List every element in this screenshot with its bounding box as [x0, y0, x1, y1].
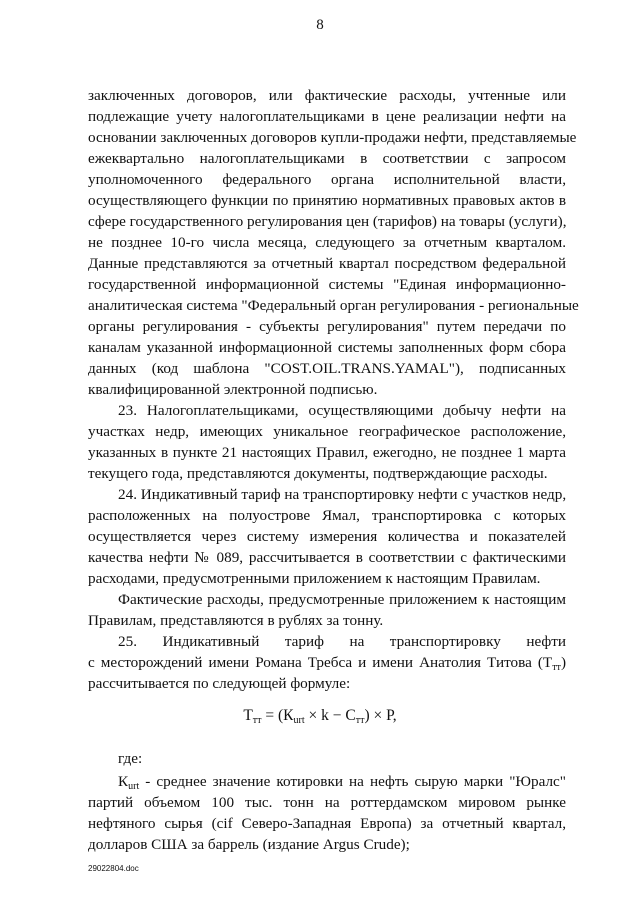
- text-line: данных (код шаблона "COST.OIL.TRANS.YAMAL"), подписанных: [88, 360, 566, 377]
- text-line: Правилам, представляются в рублях за тонну.: [88, 612, 384, 629]
- paragraph-start: Фактические расходы, предусмотренные приложением к настоящим: [118, 591, 566, 608]
- definition-line: долларов США за баррель (издание Argus Crude);: [88, 836, 410, 853]
- text-line: квалифицированной электронной подписью.: [88, 381, 378, 398]
- page-number: 8: [316, 17, 324, 33]
- text-line: участках недр, имеющих уникальное географическое расположение,: [88, 423, 566, 440]
- paragraph-23-start: 23. Налогоплательщиками, осуществляющими добычу нефти на: [118, 402, 566, 419]
- text-line: рассчитывается по следующей формуле:: [88, 675, 351, 692]
- text-line: государственной информационной системы "Единая информационно-: [88, 276, 566, 293]
- formula: $Т_{тт} = (К_{urt} \times k - С_{тт}) \times Р$,: [243, 707, 397, 726]
- definition-line: $К_{urt}$ - среднее значение котировки на нефть сырую марки "Юралс": [118, 773, 566, 792]
- text-line: расположенных на полуострове Ямал, транспортировка с которых: [88, 507, 566, 524]
- footer-code: 29022804.doc: [88, 864, 139, 873]
- text-line: осуществляющего функции по принятию нормативных правовых актов в: [88, 192, 566, 209]
- text-line: аналитическая система "Федеральный орган регулирования - региональные: [88, 297, 579, 314]
- text-line: основании заключенных договоров купли-продажи нефти, представляемые: [88, 129, 577, 146]
- text-line: расходами, предусмотренными приложением к настоящим Правилам.: [88, 570, 541, 587]
- paragraph-25-start: 25. Индикативный тариф на транспортировку нефти: [118, 633, 566, 650]
- text-line: не позднее 10-го числа месяца, следующего за отчетным кварталом.: [88, 234, 566, 251]
- text-line: сфере государственного регулирования цен (тарифов) на товары (услуги),: [88, 213, 567, 230]
- where-label: где:: [118, 750, 143, 767]
- text-line: указанных в пункте 21 настоящих Правил, ежегодно, не позднее 1 марта: [88, 444, 566, 461]
- text-line: уполномоченного федерального органа исполнительной власти,: [88, 171, 566, 188]
- text-line: осуществляется через систему измерения количества и показателей: [88, 528, 566, 545]
- definition-line: партий объемом 100 тыс. тонн на роттердамском мировом рынке: [88, 794, 566, 811]
- text-line: качества нефти № 089, рассчитывается в соответствии с фактическими: [88, 549, 566, 566]
- text-line: с месторождений имени Романа Требса и имени Анатолия Титова $(Т_{тт})$: [88, 654, 566, 673]
- text-line: ежеквартально налогоплательщиками в соответствии с запросом: [88, 150, 566, 167]
- definition-line: нефтяного сырья (cif Северо-Западная Европа) за отчетный квартал,: [88, 815, 566, 832]
- paragraph-24-start: 24. Индикативный тариф на транспортировку нефти с участков недр,: [118, 486, 567, 503]
- text-line: Данные представляются за отчетный квартал посредством федеральной: [88, 255, 566, 272]
- text-line: заключенных договоров, или фактические расходы, учтенные или: [88, 87, 566, 104]
- text-line: подлежащие учету налогоплательщиками в цене реализации нефти на: [88, 108, 566, 125]
- text-line: каналам указанной информационной системы заполненных форм сбора: [88, 339, 566, 356]
- text-line: текущего года, представляются документы, подтверждающие расходы.: [88, 465, 548, 482]
- text-line: органы регулирования - субъекты регулирования" путем передачи по: [88, 318, 566, 335]
